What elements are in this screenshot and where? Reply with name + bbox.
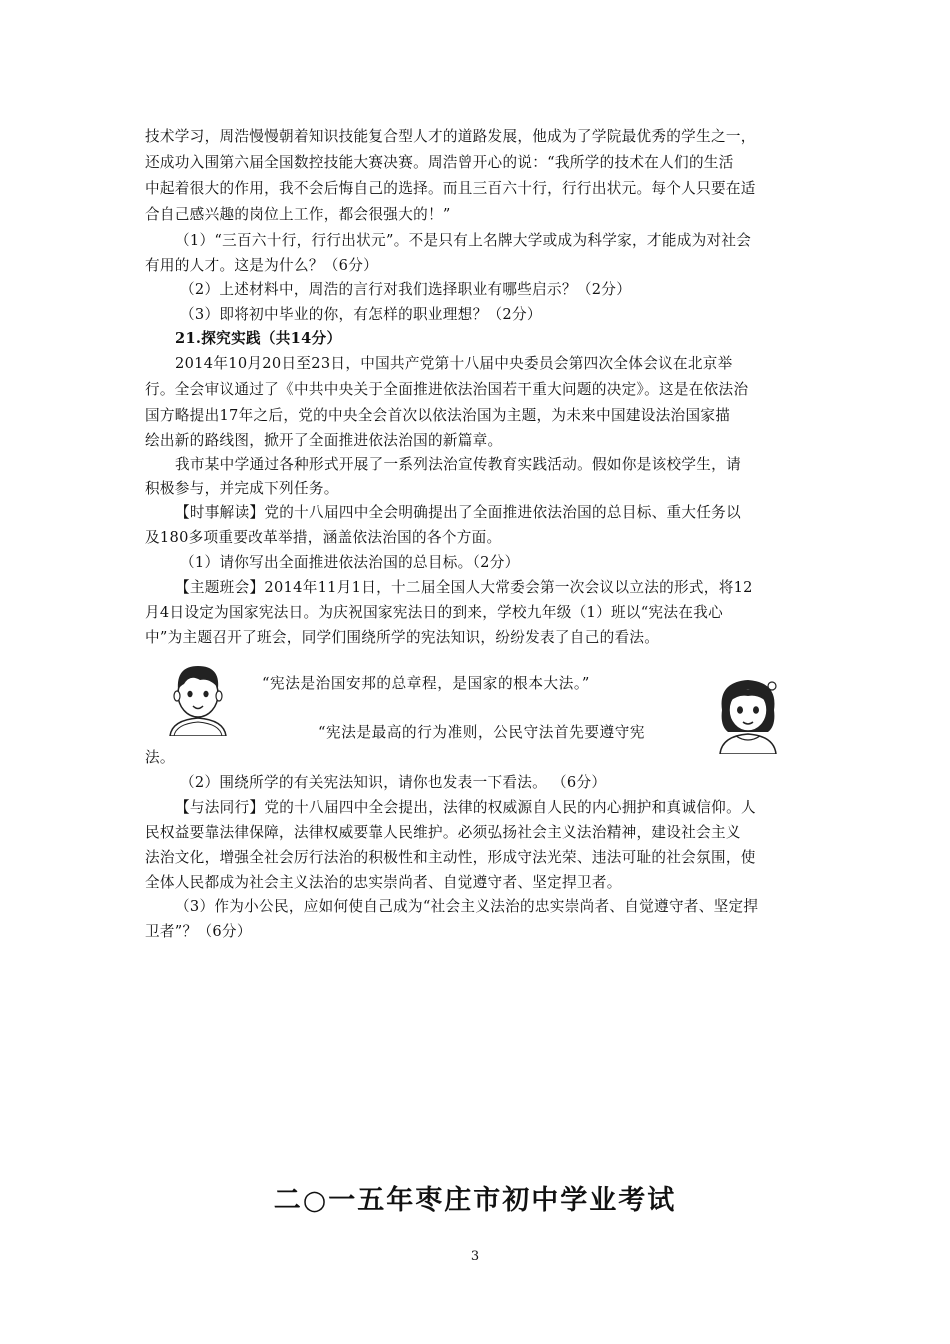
material-line: 积极参与，并完成下列任务。	[145, 480, 339, 497]
question-2: （2）上述材料中，周浩的言行对我们选择职业有哪些启示？（2分）	[180, 281, 632, 298]
rule-of-law-cont: 法治文化，增强全社会厉行法治的积极性和主动性，形成守法光荣、违法可耻的社会氛围，使	[145, 849, 756, 866]
rule-of-law: 【与法同行】党的十八届四中全会提出，法律的权威源自人民的内心拥护和真诚信仰。人	[175, 799, 756, 816]
class-meeting: 【主题班会】2014年11月1日，十二届全国人大常委会第一次会议以立法的形式，将12	[175, 579, 753, 596]
question-news-1: （1）请你写出全面推进依法治国的总目标。（2分）	[180, 554, 520, 571]
question-1: （1）“三百六十行，行行出状元”。不是只有上名牌大学或成为科学家，才能成为对社会	[175, 232, 752, 249]
class-meeting-cont: 中”为主题召开了班会，同学们围绕所学的宪法知识，纷纷发表了自己的看法。	[145, 629, 660, 646]
passage-line: 合自己感兴趣的岗位上工作，都会很强大的！”	[145, 206, 451, 223]
boy-illustration	[160, 660, 236, 736]
question-law-3: （3）作为小公民，应如何使自己成为“社会主义法治的忠实崇尚者、自觉遵守者、坚定捍	[175, 898, 759, 915]
boy-quote: “宪法是治国安邦的总章程，是国家的根本大法。”	[262, 675, 590, 692]
girl-illustration	[706, 670, 790, 754]
material-line: 国方略提出17年之后，党的中央全会首次以依法治国为主题，为未来中国建设法治国家描	[145, 407, 731, 424]
rule-of-law-cont: 民权益要靠法律保障，法律权威要靠人民维护。必须弘扬社会主义法治精神，建设社会主义	[145, 824, 741, 841]
class-meeting-cont: 月4日设定为国家宪法日。为庆祝国家宪法日的到来，学校九年级（1）班以“宪法在我心	[145, 604, 724, 621]
passage-line: 中起着很大的作用，我不会后悔自己的选择。而且三百六十行，行行出状元。每个人只要在适	[145, 180, 756, 197]
news-reading-cont: 及180多项重要改革举措，涵盖依法治国的各个方面。	[145, 529, 502, 546]
section-21-heading: 21.探究实践（共14分）	[175, 330, 342, 347]
material-line: 行。全会审议通过了《中共中央关于全面推进依法治国若干重大问题的决定》。这是在依法治	[145, 381, 749, 398]
question-3: （3）即将初中毕业的你，有怎样的职业理想？（2分）	[180, 306, 542, 323]
news-reading: 【时事解读】党的十八届四中全会明确提出了全面推进依法治国的总目标、重大任务以	[175, 504, 741, 521]
passage-line: 还成功入围第六届全国数控技能大赛决赛。周浩曾开心的说：“我所学的技术在人们的生活	[145, 154, 734, 171]
material-line: 2014年10月20日至23日，中国共产党第十八届中央委员会第四次全体会议在北京举	[175, 355, 733, 372]
girl-quote-end: 法。	[145, 749, 175, 766]
material-line: 绘出新的路线图，掀开了全面推进依法治国的新篇章。	[145, 432, 503, 449]
question-1-cont: 有用的人才。这是为什么？（6分）	[145, 257, 378, 274]
question-constitution-2: （2）围绕所学的有关宪法知识，请你也发表一下看法。 （6分）	[180, 774, 607, 791]
rule-of-law-cont: 全体人民都成为社会主义法治的忠实崇尚者、自觉遵守者、坚定捍卫者。	[145, 874, 622, 891]
girl-quote: “宪法是最高的行为准则，公民守法首先要遵守宪	[318, 724, 646, 741]
material-line: 我市某中学通过各种形式开展了一系列法治宣传教育实践活动。假如你是该校学生，请	[175, 456, 741, 473]
passage-line: 技术学习，周浩慢慢朝着知识技能复合型人才的道路发展，他成为了学院最优秀的学生之一，	[145, 128, 756, 145]
exam-title: 二○一五年枣庄市初中学业考试	[273, 1185, 677, 1216]
page-number: 3	[470, 1249, 480, 1264]
question-law-3-cont: 卫者”？（6分）	[145, 923, 252, 940]
